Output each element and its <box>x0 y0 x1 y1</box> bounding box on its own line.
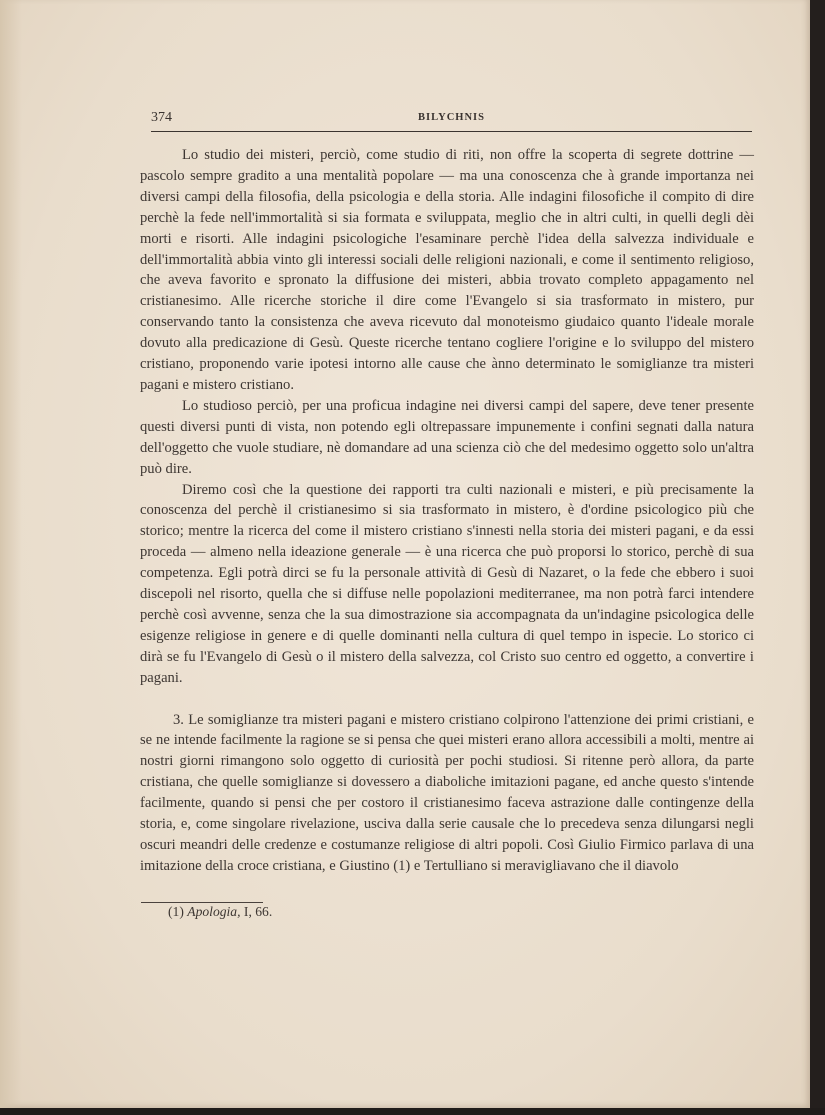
footnote-reference: I, 66. <box>243 904 273 919</box>
paragraph-section-3: 3. Le somiglianze tra misteri pagani e mistero cristiano colpirono l'attenzione dei primi cristiani, e se ne intende facilmente la ragione se si pensa che quei misteri erano allora accessibili a molti, mentre ai nostri giorni rimangono solo oggetto di curiosità per pochi studiosi. Si ritenne però allora, da parte cristiana, che quelle somiglianze si dovessero a diaboliche imitazioni pagane, ed anche questo s'intende facilmente, quando si pensi che per costoro il cristianesimo faceva astrazione dalle contingenze della storia, e, come singolare rivelazione, usciva dalla serie causale che lo precedeva senza dilungarsi negli oscuri meandri delle credenze e costumanze religiose di altri popoli. Così Giulio Firmico parlava di una imitazione della croce cristiana, e Giustino (1) e Tertulliano si meravigliavano che il diavolo <box>140 711 754 874</box>
scan-background-right <box>810 0 825 1115</box>
footnote <box>168 904 272 920</box>
scan-background-bottom <box>0 1108 825 1115</box>
footnote-title: Apologia, <box>187 904 241 919</box>
footnote-divider <box>141 902 263 903</box>
journal-title: BILYCHNIS <box>418 112 485 123</box>
footnote-marker: (1) <box>168 904 184 919</box>
page-edge-shading <box>0 0 22 1108</box>
paragraph-2: Lo studioso perciò, per una proficua indagine nei diversi campi del sapere, deve tener presente questi diversi punti di vista, non potendo egli oltrepassare impunemente i confini segnati dalla natura dell'oggetto che vuole studiare, nè domandare ad una scienza ciò che del medesimo oggetto solo un'altra può dire. <box>140 397 754 477</box>
page-number: 374 <box>151 110 172 125</box>
body-text <box>140 145 754 877</box>
running-head <box>151 109 752 132</box>
paragraph-1: Lo studio dei misteri, perciò, come studio di riti, non offre la scoperta di segrete dottrine — pascolo sempre gradito a una mentalità popolare — ma una conoscenza che à grande importanza nei diversi campi della filosofia, della psicologia e della storia. Alle indagini filosofiche il compito di dire perchè la fede nell'immortalità si sia formata e sviluppata, meglio che in altri culti, in quelli degli dèi morti e risorti. Alle indagini psicologiche l'esaminare perchè l'idea della salvezza individuale e dell'immortalità abbia vinto gli interessi sociali delle religioni nazionali, e come il sentimento religioso, che aveva favorito e spronato la diffusione dei misteri, abbia trovato completo appagamento nel cristianesimo. Alle ricerche storiche il dire come l'Evangelo si sia trasformato in mistero, pur conservando tanto la consistenza che aveva ricevuto dal monoteismo giudaico quanto l'ideale morale dovuto alla predicazione di Gesù. Queste ricerche tentano cogliere l'origine e lo sviluppo del mistero cristiano, proponendo varie ipotesi intorno alle cause che ànno determinato le somiglianze tra misteri pagani e mistero cristiano. <box>140 147 754 393</box>
paragraph-3: Diremo così che la questione dei rapporti tra culti nazionali e misteri, e più precisamente la conoscenza del perchè il cristianesimo si sia trasformato in mistero, è d'ordine psicologico più che storico; mentre la ricerca del come il mistero cristiano s'innesti nella storia dei misteri pagani, e da essi proceda — almeno nella ideazione generale — è una ricerca che può proporsi lo storico, perchè di sua competenza. Egli potrà dirci se fu la personale attività di Gesù di Nazaret, o la fede che ebbero i suoi discepoli nel risorto, quella che si diffuse nelle popolazioni mediterranee, ma non potrà farci intendere perchè così avvenne, senza che la sua dimostrazione sia accompagnata da un'indagine psicologica delle esigenze religiose in genere e di quelle dominanti nella cultura di quel tempo in ispecie. Lo storico ci dirà se fu l'Evangelo di Gesù o il mistero della salvezza, col Cristo suo centro ed oggetto, a convertire i pagani. <box>140 481 754 686</box>
